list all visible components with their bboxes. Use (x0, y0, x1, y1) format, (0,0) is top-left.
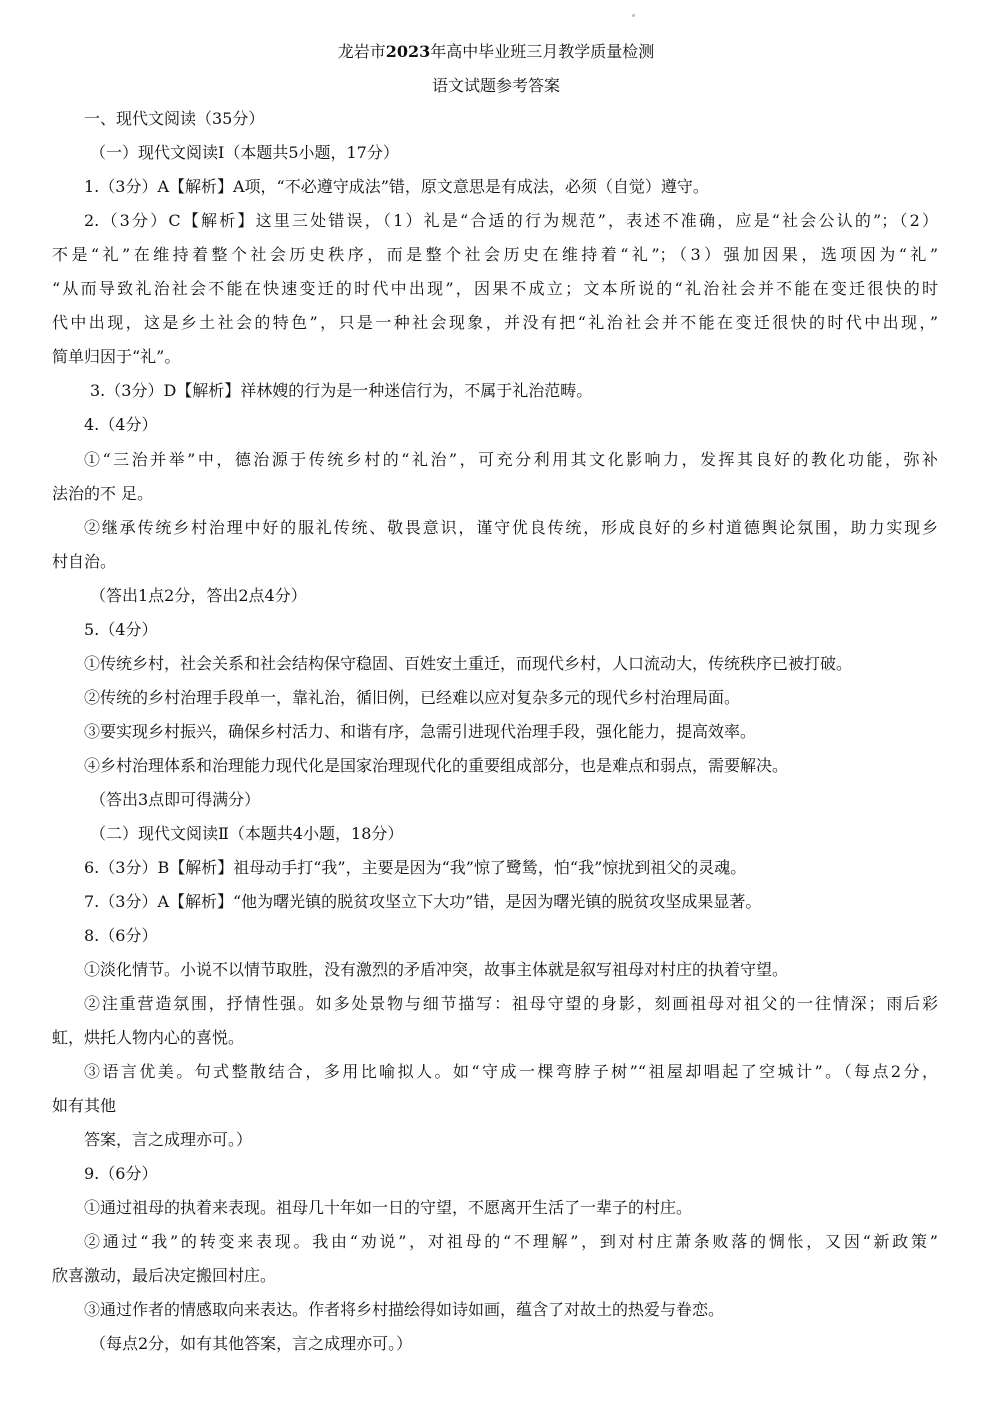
answer-line: 虹，烘托人物内心的喜悦。 (52, 1028, 245, 1047)
answer-line: 欣喜激动，最后决定搬回村庄。 (52, 1266, 277, 1285)
answer-line: 7.（3分）A【解析】“他为曙光镇的脱贫攻坚立下大功”错，是因为曙光镇的脱贫攻坚成果显著。 (84, 892, 762, 911)
answer-line: 不是“礼”在维持着整个社会历史秩序，而是整个社会历史在维持着“礼”；（3）强加因果，选项因为“礼” (52, 245, 938, 264)
title-suffix: 年高中毕业班三月教学质量检测 (430, 42, 655, 61)
answer-line: ②注重营造氛围，抒情性强。如多处景物与细节描写：祖母守望的身影，刻画祖母对祖父的一往情深；雨后彩 (84, 994, 938, 1013)
scoring-note: （答出1点2分，答出2点4分） (90, 586, 307, 605)
title-prefix: 龙岩市 (337, 42, 386, 61)
answer-line: ④乡村治理体系和治理能力现代化是国家治理现代化的重要组成部分，也是难点和弱点，需要解决。 (84, 756, 789, 775)
scoring-note: （每点2分，如有其他答案，言之成理亦可。） (90, 1334, 413, 1353)
title-year: 2023 (385, 42, 431, 61)
answer-line: 1.（3分）A【解析】A项，“不必遵守成法”错，原文意思是有成法，必须（自觉）遵守。 (84, 177, 709, 196)
scoring-note: （答出3点即可得满分） (90, 790, 261, 809)
answer-line: 代中出现，这是乡土社会的特色”，只是一种社会现象，并没有把“礼治社会并不能在变迁很快的时代中出现，” (52, 313, 938, 332)
answer-line: ③通过作者的情感取向来表达。作者将乡村描绘得如诗如画，蕴含了对故土的热爱与眷恋。 (84, 1300, 725, 1319)
answer-line: 6.（3分）B【解析】祖母动手打“我”，主要是因为“我”惊了鹭鸶，怕“我”惊扰到祖父的灵魂。 (84, 858, 747, 877)
subsection-heading-2: （二）现代文阅读Ⅱ（本题共4小题，18分） (90, 824, 404, 843)
answer-line: 答案，言之成理亦可。） (84, 1130, 253, 1149)
answer-line: 村自治。 (52, 552, 117, 571)
answer-line: 2.（3分）C【解析】这里三处错误，（1）礼是“合适的行为规范”，表述不准确，应是“社会公认的”；（2） (84, 211, 938, 230)
question-number: 5.（4分） (84, 620, 158, 639)
question-number: 8.（6分） (84, 926, 158, 945)
answer-line: ①传统乡村，社会关系和社会结构保守稳固、百姓安土重迁，而现代乡村，人口流动大，传统秩序已被打破。 (84, 654, 853, 673)
answer-line: 简单归因于“礼”。 (52, 347, 181, 366)
answer-line: ①淡化情节。小说不以情节取胜，没有激烈的矛盾冲突，故事主体就是叙写祖母对村庄的执着守望。 (84, 960, 789, 979)
answer-line: ③要实现乡村振兴，确保乡村活力、和谐有序，急需引进现代治理手段，强化能力，提高效率。 (84, 722, 757, 741)
answer-line: ①“三治并举”中，德治源于传统乡村的“礼治”，可充分利用其文化影响力，发挥其良好的教化功能，弥补 (84, 450, 938, 469)
answer-line: 如有其他 (52, 1096, 117, 1115)
subsection-heading-1: （一）现代文阅读Ⅰ（本题共5小题，17分） (90, 143, 399, 162)
page-subtitle: 语文试题参考答案 (431, 76, 560, 95)
scan-dot (632, 14, 635, 17)
page-title (0, 41, 992, 63)
answer-line: ②继承传统乡村治理中好的服礼传统、敬畏意识，谨守优良传统，形成良好的乡村道德舆论氛围，助力实现乡 (84, 518, 938, 537)
answer-line: 法治的不 足。 (52, 484, 154, 503)
answer-line: ①通过祖母的执着来表现。祖母几十年如一日的守望，不愿离开生活了一辈子的村庄。 (84, 1198, 693, 1217)
answer-line: ③语言优美。句式整散结合，多用比喻拟人。如“守成一棵弯脖子树”“祖屋却唱起了空城计”。（每点2分， (84, 1062, 938, 1081)
answer-line: “从而导致礼治社会不能在快速变迁的时代中出现”，因果不成立；文本所说的“礼治社会并不能在变迁很快的时 (52, 279, 938, 298)
question-number: 9.（6分） (84, 1164, 158, 1183)
answer-line: ②传统的乡村治理手段单一，靠礼治，循旧例，已经难以应对复杂多元的现代乡村治理局面。 (84, 688, 741, 707)
section-heading-1: 一、现代文阅读（35分） (84, 109, 265, 128)
question-number: 4.（4分） (84, 415, 158, 434)
answer-line: 3.（3分）D【解析】祥林嫂的行为是一种迷信行为，不属于礼治范畴。 (90, 381, 593, 400)
answer-line: ②通过“我”的转变来表现。我由“劝说”，对祖母的“不理解”，到对村庄萧条败落的惆怅，又因“新政策” (84, 1232, 938, 1251)
